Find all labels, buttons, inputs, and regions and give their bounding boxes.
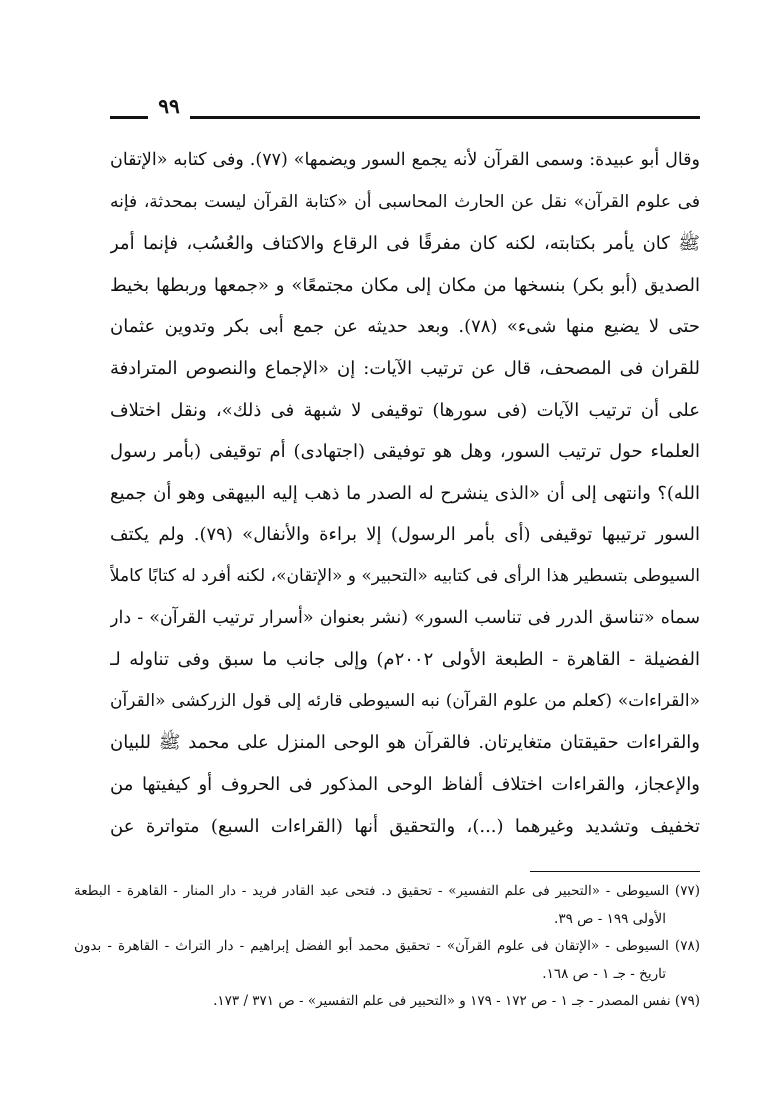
- page-header: [110, 92, 700, 122]
- text-line: وقال أبو عبيدة: وسمى القرآن لأنه يجمع السور ويضمها» (٧٧). وفى كتابه «الإتقان: [110, 150, 700, 170]
- header-rule-long: [190, 116, 700, 119]
- footnote-separator: [530, 871, 700, 872]
- body-text: [110, 140, 700, 847]
- page-number: ٩٩: [158, 94, 180, 118]
- text-line: «القراءات» (كعلم من علوم القرآن) نبه السيوطى قارئه إلى قول الزركشى «القرآن: [110, 690, 700, 711]
- text-line: الصديق (أبو بكر) بنسخها من مكان إلى مكان مجتمعًا» و «جمعها وربطها بخيط: [110, 274, 700, 296]
- text-line: تخفيف وتشديد وغيرهما (...)، والتحقيق أنها (القراءات السبع) متواترة عن: [110, 815, 700, 837]
- text-line: للقران فى المصحف، قال عن ترتيب الآيات: إن «الإجماع والنصوص المترادفة: [110, 357, 700, 379]
- footnote-78-continued: تاريخ - جـ ١ - ص ١٦٨.: [542, 965, 666, 982]
- text-line: على أن ترتيب الآيات (فى سورها) توقيفى لا شبهة فى ذلك»، ونقل اختلاف: [110, 399, 700, 421]
- footnote-79: (٧٩) نفس المصدر - جـ ١ - ص ١٧٢ - ١٧٩ و «التحبير فى علم التفسير» - ص ٣٧١ / ١٧٣.: [213, 993, 700, 1009]
- text-line: الله)؟ وانتهى إلى أن «الذى ينشرح له الصدر ما ذهب إليه البيهقى وهو أن جميع: [110, 482, 700, 504]
- header-rule-short: [110, 116, 148, 119]
- text-line: الفضيلة - القاهرة - الطبعة الأولى ٢٠٠٢م) وإلى جانب ما سبق وفى تناوله لـ: [110, 649, 700, 671]
- text-line: سماه «تناسق الدرر فى تناسب السور» (نشر بعنوان «أسرار ترتيب القرآن» - دار: [110, 607, 700, 628]
- text-line: والقراءات حقيقتان متغايرتان. فالقرآن هو الوحى المنزل على محمد ﷺ للبيان: [110, 732, 700, 754]
- text-line: ﷺ كان يأمر بكتابته، لكنه كان مفرقًا فى الرقاع والاكتاف والعُسُب، فإنما أمر: [110, 233, 700, 255]
- footnote-77-continued: الأولى ١٩٩ - ص ٣٩.: [554, 910, 666, 927]
- footnote-78: (٧٨) السيوطى - «الإتقان فى علوم القرآن» - تحقيق محمد أبو الفضل إبراهيم - دار التراث - القاهرة - بدون: [74, 938, 700, 954]
- text-line: والإعجاز، والقراءات اختلاف ألفاظ الوحى المذكور فى الحروف أو كيفيتها من: [110, 773, 700, 795]
- footnote-77: (٧٧) السيوطى - «التحبير فى علم التفسير» - تحقيق د. فتحى عبد القادر فريد - دار المنار - القاهرة - البطعة: [74, 883, 700, 899]
- text-line: العلماء حول ترتيب السور، وهل هو توفيقى (اجتهادى) أم توقيفى (بأمر رسول: [110, 441, 700, 463]
- text-line: حتى لا يضيع منها شىء» (٧٨). وبعد حديثه عن جمع أبى بكر وتدوين عثمان: [110, 316, 700, 338]
- text-line: فى علوم القرآن» نقل عن الحارث المحاسبى أن «كتابة القرآن ليست بمحدثة، فإنه: [110, 191, 700, 212]
- footnotes: [74, 878, 700, 1016]
- text-line: السور ترتيبها توقيفى (أى بأمر الرسول) إلا براءة والأنفال» (٧٩). ولم يكتف: [110, 524, 700, 546]
- text-line: السيوطى بتسطير هذا الرأى فى كتابيه «التحبير» و «الإتقان»، لكنه أفرد له كتابًا كاملاً: [110, 565, 700, 586]
